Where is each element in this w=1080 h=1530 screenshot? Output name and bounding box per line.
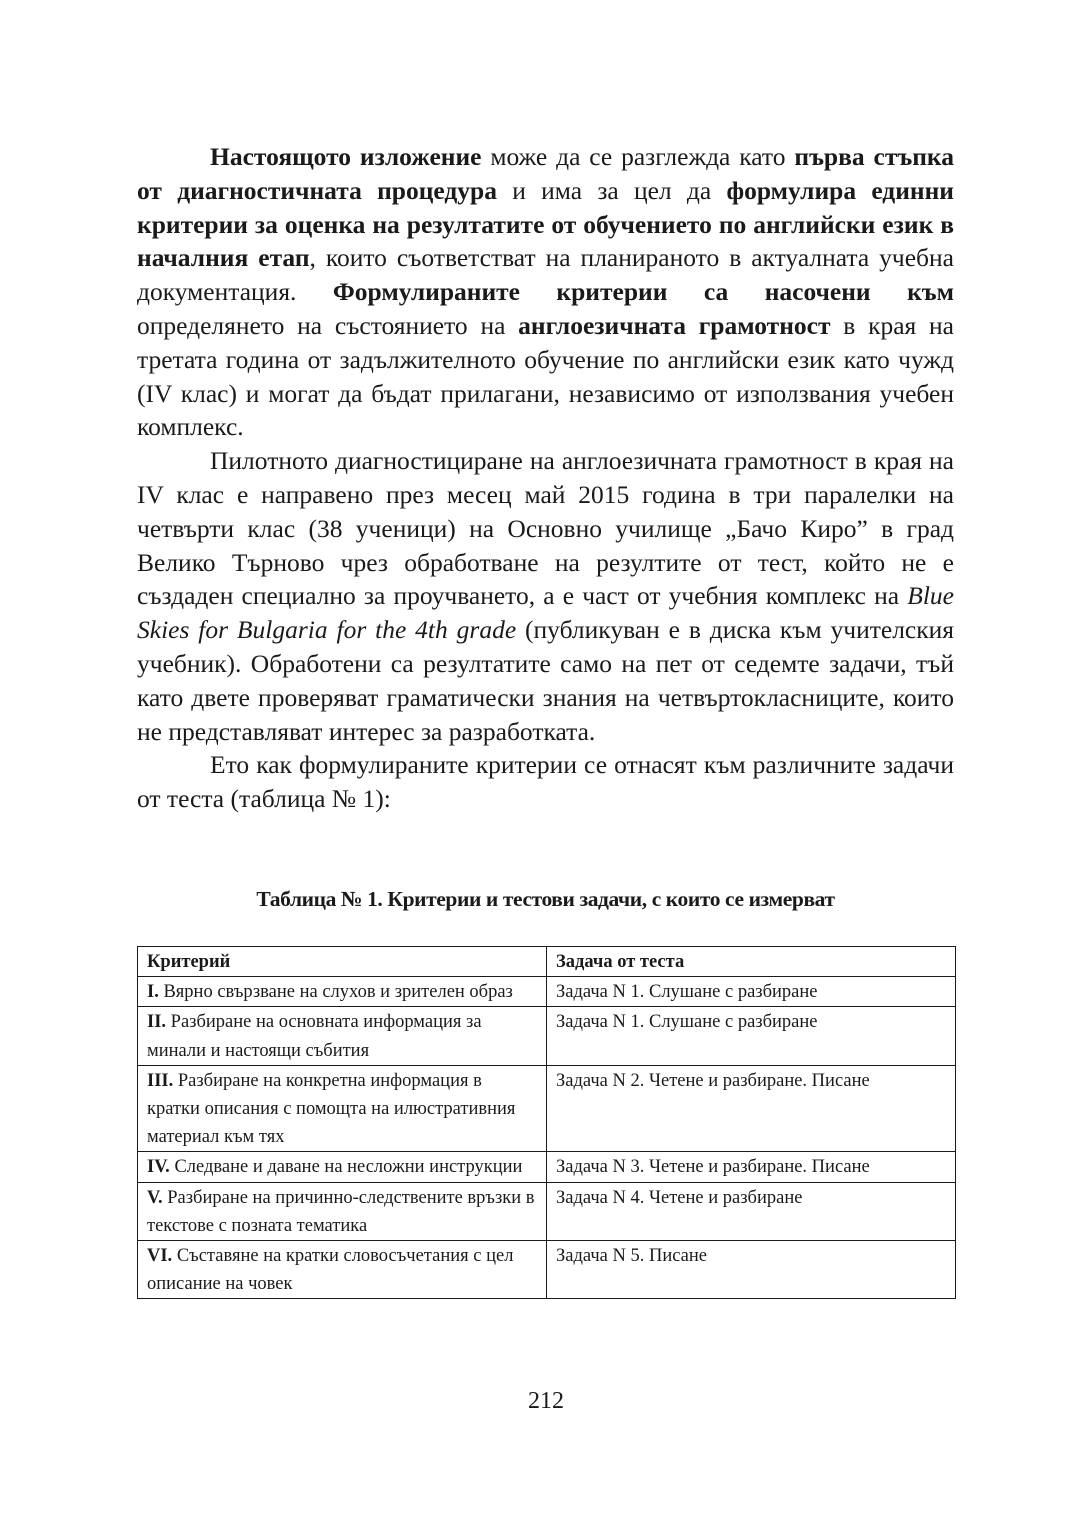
table-header-row (138, 947, 956, 977)
text-run: формулира единни критерии за оценка на резултатите от обучението по английски език в началния етап (137, 175, 954, 273)
table-row (138, 1241, 956, 1299)
text-run: Ето как формулираните критерии се отнасят към различните задачи от теста (таблица № 1): (137, 750, 954, 814)
task-cell: Задача N 5. Писане (547, 1241, 956, 1299)
criteria-table (137, 946, 956, 1299)
criterion-cell (138, 1065, 547, 1152)
task-cell: Задача N 4. Четене и разбиране (547, 1182, 956, 1240)
text-run: и има за цел да (496, 175, 727, 205)
criterion-cell (138, 1182, 547, 1240)
task-cell: Задача N 1. Слушане с разбиране (547, 1007, 956, 1065)
table-row (138, 1065, 956, 1152)
text-run: Настоящото изложение (210, 142, 482, 171)
text-run: Формулираните критерии са насочени към (332, 277, 955, 307)
criterion-numeral: III. (147, 1070, 174, 1091)
criterion-numeral: II. (147, 1012, 167, 1033)
criterion-numeral: V. (147, 1187, 163, 1208)
criterion-cell (138, 1241, 547, 1299)
criterion-numeral: I. (147, 982, 159, 1003)
column-header-task: Задача от теста (547, 947, 956, 977)
criterion-text: Следване и даване на несложни инструкции (169, 1157, 523, 1178)
table-row (138, 977, 956, 1007)
criterion-cell (138, 1007, 547, 1065)
text-run: определянето на състоянието на (137, 310, 519, 340)
criterion-text: Вярно свързване на слухов и зрителен образ (158, 982, 513, 1003)
task-cell: Задача N 2. Четене и разбиране. Писане (547, 1065, 956, 1152)
text-run: англоезичната грамотност (518, 310, 831, 340)
task-cell: Задача N 3. Четене и разбиране. Писане (547, 1152, 956, 1182)
paragraph (137, 748, 954, 816)
table-row (138, 1007, 956, 1065)
table-row (138, 1152, 956, 1182)
text-run: в края на третата година от задължителното обучение по английски език като чужд (IV клас) и могат да бъдат прилагани, независимо от използвания учебен комплекс. (137, 310, 954, 442)
book-title: Blue Skies for Bulgaria for the 4th grade (137, 581, 954, 645)
column-header-criterion: Критерий (138, 947, 547, 977)
criterion-text: Съставяне на кратки словосъчетания с цел описание на човек (147, 1246, 514, 1295)
body-text (137, 140, 954, 816)
task-cell: Задача N 1. Слушане с разбиране (547, 977, 956, 1007)
criterion-numeral: IV. (147, 1157, 170, 1178)
criterion-cell (138, 1152, 547, 1182)
text-run: първа стъпка от диагностичната процедура (137, 142, 954, 205)
text-run: , които съответстват на планираното в актуалната учебна документация. (137, 243, 954, 307)
page-number: 212 (528, 1388, 564, 1414)
table-row (138, 1182, 956, 1240)
criterion-cell (138, 977, 547, 1007)
table-caption: Таблица № 1. Критерии и тестови задачи, с които се измерват (256, 887, 835, 911)
text-run: Пилотното диагностициране на англоезичната грамотност в края на IV клас е направено през месец май 2015 година в три паралелки на четвърти клас (38 ученици) на Основно училище „Бачо Киро” в град Велико Търново чрез обработване на резултите от тест, който не е създаден специално за проучването, а е част от учебния комплекс на (137, 446, 954, 611)
criterion-text: Разбиране на основната информация за минали и настоящи събития (147, 1012, 482, 1061)
criterion-numeral: VI. (147, 1246, 173, 1267)
criterion-text: Разбиране на причинно-следствените връзки в текстове с позната тематика (147, 1187, 535, 1236)
criterion-text: Разбиране на конкретна информация в кратки описания с помощта на илюстративния материал към тях (147, 1070, 516, 1148)
text-run: може да се разглежда като (481, 142, 795, 171)
paragraph (137, 140, 954, 444)
paragraph (137, 444, 954, 748)
text-run: (публикуван е в диска към учителския учебник). Обработени са резултатите само на пет от седемте задачи, тъй като двете проверяват граматически знания на четвъртокласниците, които не представляват интерес за разработката. (137, 615, 954, 746)
